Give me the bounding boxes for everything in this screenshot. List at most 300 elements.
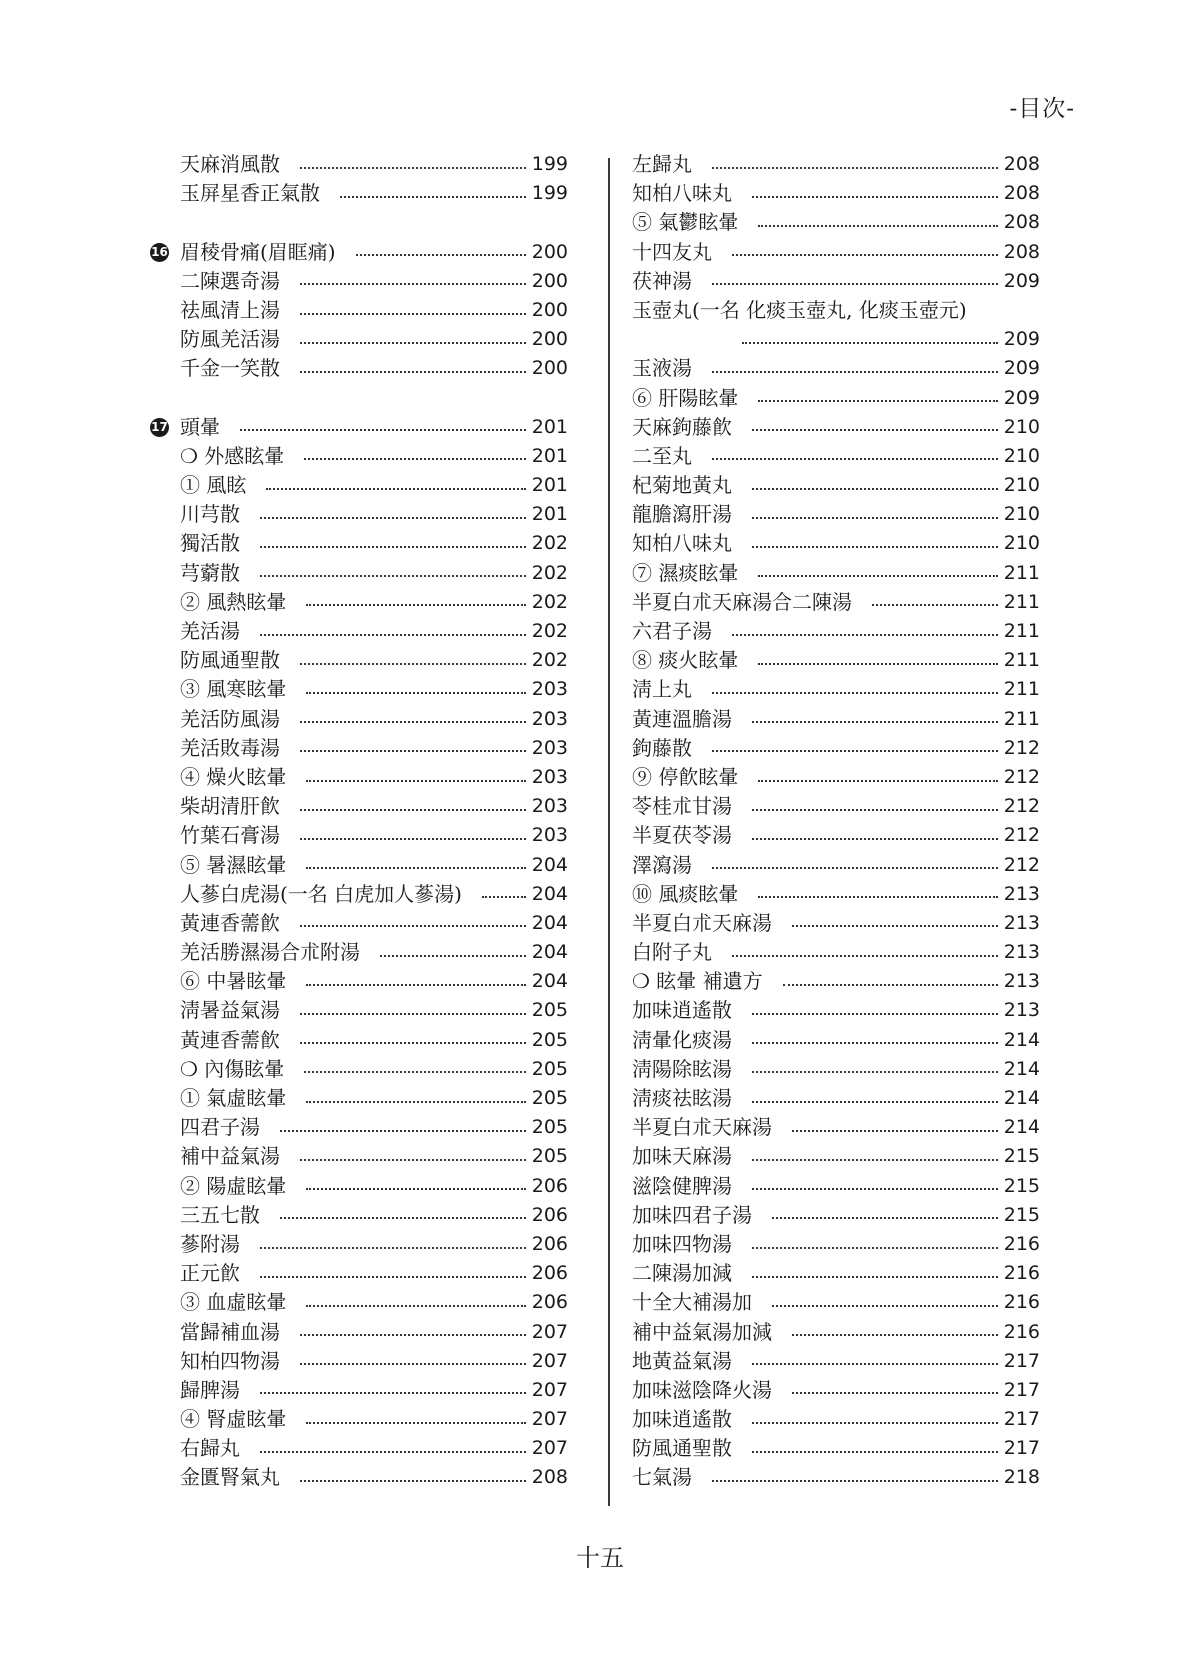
toc-entry-page: 205 xyxy=(531,999,568,1022)
toc-entry xyxy=(632,354,1040,383)
toc-entry-page: 208 xyxy=(1003,153,1040,175)
toc-entry xyxy=(632,442,1040,471)
toc-entry-title: ⑤ 氣鬱眩暈 xyxy=(632,210,739,235)
toc-entry xyxy=(632,821,1040,850)
toc-entry xyxy=(150,471,568,500)
dot-leader xyxy=(300,809,526,811)
dot-leader xyxy=(752,1363,998,1365)
toc-entry-page: 208 xyxy=(1003,182,1040,205)
toc-entry-page: 216 xyxy=(1003,1291,1040,1314)
toc-entry-page: 204 xyxy=(531,882,568,905)
dot-leader xyxy=(792,1392,998,1394)
toc-entry xyxy=(632,1463,1040,1492)
toc-entry-title: 防風通聖散 xyxy=(180,648,280,673)
toc-entry-title: 防風通聖散 xyxy=(632,1436,732,1461)
toc-entry xyxy=(150,325,568,354)
toc-entry xyxy=(632,500,1040,529)
dot-leader xyxy=(260,517,526,519)
toc-left-column xyxy=(150,150,568,1493)
dot-leader xyxy=(772,1217,998,1219)
toc-entry-title: ④ 燥火眩暈 xyxy=(180,764,287,789)
dot-leader xyxy=(240,429,526,431)
dot-leader xyxy=(260,1276,526,1278)
dot-leader xyxy=(712,458,998,460)
dot-leader xyxy=(752,838,998,840)
toc-entry xyxy=(150,1288,568,1317)
toc-entry-page: 211 xyxy=(1003,649,1040,672)
toc-entry xyxy=(632,617,1040,646)
toc-entry xyxy=(150,880,568,909)
dot-leader xyxy=(758,225,997,227)
dot-leader xyxy=(752,1071,998,1073)
toc-entry-title: 淸暑益氣湯 xyxy=(180,998,280,1023)
dot-leader xyxy=(732,955,998,957)
toc-entry-title: 歸脾湯 xyxy=(180,1377,240,1402)
section-number-badge: 17 xyxy=(150,418,169,437)
toc-entry-title: 頭暈 xyxy=(180,414,220,439)
dot-leader xyxy=(340,196,526,198)
toc-entry-page: 212 xyxy=(1003,824,1040,847)
toc-entry-title: 黃連香薷飮 xyxy=(180,910,280,935)
toc-entry xyxy=(150,1201,568,1230)
toc-entry xyxy=(632,325,1040,354)
toc-entry-title: 三五七散 xyxy=(180,1202,260,1227)
dot-leader xyxy=(752,1422,998,1424)
toc-entry xyxy=(150,763,568,792)
toc-entry-title: ⑥ 肝陽眩暈 xyxy=(632,385,739,410)
dot-leader xyxy=(306,780,525,782)
dot-leader xyxy=(758,896,997,898)
toc-entry xyxy=(150,675,568,704)
dot-leader xyxy=(712,167,998,169)
toc-entry-title: 蔘附湯 xyxy=(180,1231,240,1256)
dot-leader xyxy=(752,488,998,490)
toc-entry-title: 獨活散 xyxy=(180,531,240,556)
section-marker xyxy=(150,418,180,437)
toc-entry-title: 芎藭散 xyxy=(180,560,240,585)
toc-entry-page: 214 xyxy=(1003,1087,1040,1109)
dot-leader xyxy=(306,1422,525,1424)
toc-entry-page: 204 xyxy=(531,941,568,964)
toc-entry-page: 201 xyxy=(531,474,568,497)
dot-leader xyxy=(783,984,998,986)
toc-entry-page: 200 xyxy=(531,328,568,351)
dot-leader xyxy=(752,1042,998,1044)
toc-entry xyxy=(150,588,568,617)
dot-leader xyxy=(732,634,998,636)
toc-entry-title: 補中益氣湯 xyxy=(180,1144,280,1169)
dot-leader xyxy=(752,1013,998,1015)
toc-entry xyxy=(150,559,568,588)
toc-entry-page: 205 xyxy=(531,1145,568,1168)
toc-entry xyxy=(150,1434,568,1463)
toc-entry-title: 知柏八味丸 xyxy=(632,531,732,556)
toc-entry xyxy=(632,1026,1040,1055)
toc-entry-page: 211 xyxy=(1003,620,1040,642)
toc-entry xyxy=(150,267,568,296)
toc-entry xyxy=(632,1113,1040,1142)
dot-leader xyxy=(752,1159,998,1161)
dot-leader xyxy=(306,1305,525,1307)
toc-entry xyxy=(632,1347,1040,1376)
toc-entry-page: 212 xyxy=(1003,853,1040,876)
toc-entry-title: ② 陽虛眩暈 xyxy=(180,1173,287,1198)
toc-entry-page: 206 xyxy=(531,1174,568,1197)
toc-entry xyxy=(150,617,568,646)
dot-leader xyxy=(752,196,998,198)
dot-leader xyxy=(758,400,997,402)
toc-entry-page: 216 xyxy=(1003,1262,1040,1285)
toc-entry-page: 215 xyxy=(1003,1203,1040,1226)
dot-leader xyxy=(300,721,526,723)
toc-entry-title: 二陳選奇湯 xyxy=(180,268,280,293)
toc-entry-page: 214 xyxy=(1003,1116,1040,1139)
toc-entry xyxy=(632,296,1040,325)
toc-entry-page: 217 xyxy=(1003,1437,1040,1460)
dot-leader xyxy=(792,925,998,927)
toc-entry-page: 214 xyxy=(1003,1028,1040,1051)
dot-leader xyxy=(752,1188,998,1190)
toc-entry-page: 217 xyxy=(1003,1349,1040,1372)
toc-entry-page: 210 xyxy=(1003,415,1040,438)
toc-entry xyxy=(632,529,1040,558)
toc-entry-page: 209 xyxy=(1003,386,1040,409)
toc-entry-page: 218 xyxy=(1003,1466,1040,1489)
toc-entry-page: 211 xyxy=(1003,590,1040,613)
toc-entry xyxy=(632,413,1040,442)
toc-entry xyxy=(150,442,568,471)
toc-entry xyxy=(632,1318,1040,1347)
dot-leader xyxy=(872,604,998,606)
toc-entry-page: 206 xyxy=(531,1232,568,1255)
toc-entry-page: 203 xyxy=(531,678,568,701)
toc-entry-page: 203 xyxy=(531,736,568,759)
toc-entry-title: 茯神湯 xyxy=(632,268,692,293)
toc-entry-title: ⑨ 停飮眩暈 xyxy=(632,764,739,789)
toc-entry xyxy=(632,1084,1040,1113)
toc-entry-page: 211 xyxy=(1003,707,1040,730)
toc-entry xyxy=(150,646,568,675)
toc-entry xyxy=(150,996,568,1025)
blank-spacer xyxy=(150,208,568,237)
dot-leader xyxy=(752,1276,998,1278)
toc-entry-page: 213 xyxy=(1003,941,1040,964)
toc-entry xyxy=(150,1026,568,1055)
toc-entry-page: 203 xyxy=(531,765,568,788)
toc-entry-title: 加味天麻湯 xyxy=(632,1144,732,1169)
toc-entry-page: 217 xyxy=(1003,1408,1040,1431)
dot-leader xyxy=(758,780,997,782)
dot-leader xyxy=(300,750,526,752)
toc-entry-page: 207 xyxy=(531,1349,568,1372)
toc-entry xyxy=(632,646,1040,675)
toc-entry xyxy=(150,938,568,967)
toc-entry xyxy=(150,1318,568,1347)
dot-leader xyxy=(752,1247,998,1249)
toc-entry xyxy=(632,1434,1040,1463)
toc-entry xyxy=(150,413,568,442)
toc-entry-title: ❍ 內傷眩暈 xyxy=(180,1056,285,1081)
dot-leader xyxy=(300,342,526,344)
toc-entry-title: 加味四物湯 xyxy=(632,1231,732,1256)
toc-entry-title: ⑩ 風痰眩暈 xyxy=(632,881,739,906)
toc-entry-title: 羌活敗毒湯 xyxy=(180,735,280,760)
toc-right-column xyxy=(632,150,1040,1493)
toc-entry-title: 淸痰祛眩湯 xyxy=(632,1086,732,1110)
toc-entry xyxy=(632,705,1040,734)
toc-entry-page: 200 xyxy=(531,269,568,292)
toc-entry-page: 202 xyxy=(531,620,568,642)
toc-entry xyxy=(150,1259,568,1288)
dot-leader xyxy=(260,634,526,636)
toc-entry-page: 201 xyxy=(531,503,568,526)
toc-entry-page: 203 xyxy=(531,824,568,847)
toc-entry-page: 201 xyxy=(531,444,568,467)
toc-entry-page: 208 xyxy=(531,1466,568,1489)
toc-entry xyxy=(632,996,1040,1025)
toc-entry-page: 204 xyxy=(531,853,568,876)
toc-entry-title: 加味四君子湯 xyxy=(632,1202,752,1227)
toc-entry-title: 二至丸 xyxy=(632,443,692,468)
toc-entry-page: 215 xyxy=(1003,1174,1040,1197)
page-number: 十五 xyxy=(576,1544,624,1572)
toc-entry-page: 213 xyxy=(1003,999,1040,1022)
toc-entry-page: 202 xyxy=(531,561,568,584)
toc-entry xyxy=(632,734,1040,763)
toc-entry-title: 羌活湯 xyxy=(180,619,240,643)
toc-entry-page: 203 xyxy=(531,707,568,730)
toc-entry xyxy=(632,763,1040,792)
toc-entry xyxy=(632,1259,1040,1288)
dot-leader xyxy=(712,371,998,373)
toc-entry-title: 眉稜骨痛(眉眶痛) xyxy=(180,239,336,264)
toc-entry xyxy=(632,267,1040,296)
dot-leader xyxy=(752,517,998,519)
toc-entry-page: 205 xyxy=(531,1116,568,1139)
toc-entry-title: 淸陽除眩湯 xyxy=(632,1056,732,1081)
toc-entry-title: ① 氣虛眩暈 xyxy=(180,1086,287,1110)
toc-entry xyxy=(150,1230,568,1259)
toc-entry-title: 知柏八味丸 xyxy=(632,181,732,206)
toc-entry-title: 羌活勝濕湯合朮附湯 xyxy=(180,940,360,965)
dot-leader xyxy=(266,488,525,490)
toc-entry xyxy=(150,1347,568,1376)
toc-entry xyxy=(150,529,568,558)
toc-entry-page: 207 xyxy=(531,1408,568,1431)
toc-entry-title: 地黃益氣湯 xyxy=(632,1348,732,1373)
toc-entry-title: 加味逍遙散 xyxy=(632,1407,732,1432)
toc-entry-page: 212 xyxy=(1003,795,1040,818)
toc-entry xyxy=(150,238,568,267)
toc-entry xyxy=(632,909,1040,938)
dot-leader xyxy=(306,1188,525,1190)
dot-leader xyxy=(300,1480,526,1482)
toc-entry-page: 204 xyxy=(531,970,568,993)
toc-entry-page: 200 xyxy=(531,357,568,380)
toc-entry xyxy=(150,967,568,996)
toc-entry-title: 黃連香薷飮 xyxy=(180,1027,280,1052)
toc-entry xyxy=(632,588,1040,617)
toc-entry xyxy=(150,354,568,383)
dot-leader xyxy=(280,1217,526,1219)
dot-leader xyxy=(304,1071,525,1073)
blank-spacer xyxy=(150,384,568,413)
dot-leader xyxy=(300,838,526,840)
dot-leader xyxy=(260,1451,526,1453)
toc-entry-page: 217 xyxy=(1003,1378,1040,1401)
toc-entry xyxy=(150,705,568,734)
dot-leader xyxy=(280,1130,526,1132)
dot-leader xyxy=(300,925,526,927)
toc-entry-title: 知柏四物湯 xyxy=(180,1348,280,1373)
toc-entry xyxy=(632,238,1040,267)
toc-entry xyxy=(150,500,568,529)
toc-entry-title: ④ 腎虛眩暈 xyxy=(180,1407,287,1432)
dot-leader xyxy=(300,663,526,665)
toc-entry-page: 202 xyxy=(531,649,568,672)
toc-entry-title: 十四友丸 xyxy=(632,239,712,264)
toc-entry xyxy=(150,851,568,880)
toc-entry-title: 二陳湯加減 xyxy=(632,1261,732,1286)
toc-entry-title: 防風羌活湯 xyxy=(180,327,280,352)
toc-entry xyxy=(632,1172,1040,1201)
toc-entry-title: 半夏白朮天麻湯 xyxy=(632,910,772,935)
toc-entry-title: 玉壺丸(一名 化痰玉壺丸, 化痰玉壺元) xyxy=(632,297,967,322)
toc-entry xyxy=(632,1288,1040,1317)
toc-entry xyxy=(150,1142,568,1171)
toc-entry-title: ⑧ 痰火眩暈 xyxy=(632,648,739,673)
column-divider xyxy=(608,158,610,1506)
dot-leader xyxy=(304,458,525,460)
toc-entry xyxy=(632,938,1040,967)
dot-leader xyxy=(732,254,998,256)
toc-entry-title: 加味逍遙散 xyxy=(632,998,732,1023)
toc-entry-page: 205 xyxy=(531,1028,568,1051)
dot-leader xyxy=(752,429,998,431)
toc-entry-title: 半夏白朮天麻湯合二陳湯 xyxy=(632,589,852,614)
dot-leader xyxy=(742,342,998,344)
toc-entry-page: 216 xyxy=(1003,1232,1040,1255)
toc-entry xyxy=(150,1405,568,1434)
dot-leader xyxy=(300,1159,526,1161)
toc-entry-page: 204 xyxy=(531,911,568,934)
toc-entry-page: 216 xyxy=(1003,1320,1040,1343)
toc-entry-title: 竹葉石膏湯 xyxy=(180,823,280,848)
toc-entry xyxy=(150,821,568,850)
toc-entry-page: 205 xyxy=(531,1057,568,1080)
toc-entry-title: ⑦ 濕痰眩暈 xyxy=(632,560,739,585)
toc-entry-title: 正元飮 xyxy=(180,1261,240,1286)
toc-entry-page: 214 xyxy=(1003,1057,1040,1080)
toc-entry-page: 199 xyxy=(531,153,568,175)
running-header: -目次- xyxy=(1009,96,1075,122)
toc-entry xyxy=(150,1055,568,1084)
dot-leader xyxy=(712,1480,998,1482)
toc-entry-page: 207 xyxy=(531,1320,568,1343)
dot-leader xyxy=(300,1042,526,1044)
toc-entry-page: 211 xyxy=(1003,561,1040,584)
toc-entry-page: 208 xyxy=(1003,240,1040,263)
toc-entry-title: ❍ 眩暈 補遺方 xyxy=(632,969,763,994)
toc-entry-title: 左歸丸 xyxy=(632,152,692,176)
toc-entry-title: 七氣湯 xyxy=(632,1465,692,1490)
toc-entry-title: 羌活防風湯 xyxy=(180,706,280,731)
toc-entry xyxy=(150,1463,568,1492)
toc-entry-title: 六君子湯 xyxy=(632,619,712,643)
toc-entry xyxy=(150,1376,568,1405)
toc-entry-title: 天麻鉤藤飮 xyxy=(632,414,732,439)
toc-entry xyxy=(150,179,568,208)
toc-entry-title: 柴胡清肝飮 xyxy=(180,794,280,819)
toc-entry-page: 206 xyxy=(531,1291,568,1314)
toc-entry-page: 215 xyxy=(1003,1145,1040,1168)
dot-leader xyxy=(356,254,526,256)
dot-leader xyxy=(300,167,526,169)
toc-entry-title: 滋陰健脾湯 xyxy=(632,1173,732,1198)
toc-entry-page: 212 xyxy=(1003,736,1040,759)
dot-leader xyxy=(752,809,998,811)
toc-entry-page: 203 xyxy=(531,795,568,818)
toc-entry xyxy=(632,179,1040,208)
dot-leader xyxy=(752,1451,998,1453)
dot-leader xyxy=(712,750,998,752)
dot-leader xyxy=(260,1247,526,1249)
dot-leader xyxy=(300,283,526,285)
toc-entry-page: 207 xyxy=(531,1437,568,1460)
toc-entry xyxy=(632,1055,1040,1084)
toc-entry-title: 苓桂朮甘湯 xyxy=(632,794,732,819)
dot-leader xyxy=(306,984,525,986)
toc-entry-title: 玉液湯 xyxy=(632,356,692,381)
dot-leader xyxy=(300,313,526,315)
toc-entry-title: ③ 風寒眩暈 xyxy=(180,677,287,702)
toc-entry xyxy=(632,150,1040,179)
toc-entry xyxy=(150,909,568,938)
dot-leader xyxy=(712,692,998,694)
toc-entry xyxy=(632,880,1040,909)
toc-entry-title: 澤瀉湯 xyxy=(632,852,692,877)
toc-entry-page: 199 xyxy=(531,182,568,205)
toc-entry xyxy=(632,967,1040,996)
toc-entry-title: 補中益氣湯加減 xyxy=(632,1319,772,1344)
toc-entry xyxy=(632,1405,1040,1434)
toc-entry-title: ❍ 外感眩暈 xyxy=(180,443,285,468)
toc-entry-title: 龍膽瀉肝湯 xyxy=(632,502,732,527)
dot-leader xyxy=(380,955,526,957)
toc-entry-page: 209 xyxy=(1003,328,1040,351)
toc-entry-title: 玉屏星香正氣散 xyxy=(180,181,320,206)
toc-entry xyxy=(632,675,1040,704)
section-number-badge: 16 xyxy=(150,243,169,262)
toc-entry xyxy=(150,1113,568,1142)
dot-leader xyxy=(752,721,998,723)
dot-leader xyxy=(300,1334,526,1336)
dot-leader xyxy=(772,1305,998,1307)
toc-entry-page: 200 xyxy=(531,240,568,263)
toc-entry-title: 鉤藤散 xyxy=(632,735,692,760)
toc-entry-title: 祛風清上湯 xyxy=(180,297,280,322)
toc-entry-page: 209 xyxy=(1003,357,1040,380)
toc-entry-title: ⑥ 中暑眩暈 xyxy=(180,969,287,994)
toc-entry-title: 當歸補血湯 xyxy=(180,1319,280,1344)
toc-entry xyxy=(632,208,1040,237)
dot-leader xyxy=(260,575,526,577)
toc-entry xyxy=(632,471,1040,500)
toc-entry-title: 白附子丸 xyxy=(632,940,712,965)
dot-leader xyxy=(300,1363,526,1365)
toc-entry-title: 杞菊地黃丸 xyxy=(632,473,732,498)
toc-entry-page: 210 xyxy=(1003,444,1040,467)
